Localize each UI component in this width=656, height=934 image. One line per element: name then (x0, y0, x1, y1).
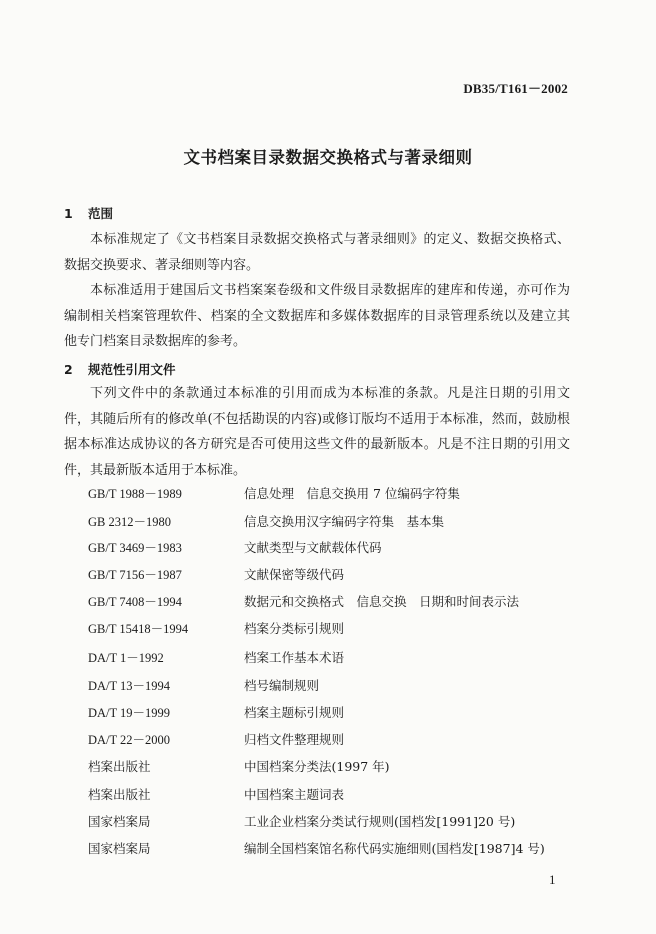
reference-title: 档案分类标引规则 (244, 621, 345, 636)
reference-code: GB/T 15418－1994 (88, 622, 189, 636)
reference-code: GB/T 7156－1987 (88, 568, 182, 582)
reference-code: DA/T 13－1994 (88, 679, 171, 693)
reference-code: DA/T 19－1999 (88, 706, 171, 720)
reference-code: DA/T 1－1992 (88, 651, 164, 665)
reference-title: 文献类型与文献载体代码 (244, 540, 382, 555)
section-1-heading (64, 204, 113, 222)
reference-title: 中国档案主题词表 (244, 787, 345, 802)
reference-code: GB/T 1988－1989 (88, 487, 182, 501)
section-1-number: 1 (64, 206, 73, 221)
section-2-paragraph-1: 下列文件中的条款通过本标准的引用而成为本标准的条款。凡是注日期的引用文件，其随后所有的修改单(不包括勘误的内容)或修订版均不适用于本标准，然而，鼓励根据本标准达成协议的各方研究是否可使用这些文件的最新版本。凡是不注日期的引用文件，其最新版本适用于本标准。 (64, 386, 570, 478)
reference-code: DA/T 22－2000 (88, 733, 171, 747)
reference-code: 档案出版社 (88, 787, 151, 802)
reference-title: 信息处理 信息交换用 7 位编码字符集 (244, 486, 460, 501)
reference-title: 归档文件整理规则 (244, 732, 345, 747)
reference-title: 中国档案分类法(1997 年) (244, 759, 390, 774)
section-1-paragraph-2: 本标准适用于建国后文书档案案卷级和文件级目录数据库的建库和传递，亦可作为编制相关档案管理软件、档案的全文数据库和多媒体数据库的目录管理系统以及建立其他专门档案目录数据库的参考。 (64, 283, 570, 349)
reference-code: GB/T 3469－1983 (88, 541, 182, 555)
section-1-title: 范围 (88, 206, 114, 221)
reference-title: 档案主题标引规则 (244, 705, 345, 720)
reference-title: 文献保密等级代码 (244, 567, 345, 582)
page-number: 1 (549, 872, 556, 887)
reference-title: 编制全国档案馆名称代码实施细则(国档发[1987]4 号) (244, 841, 545, 856)
section-2-number: 2 (64, 362, 73, 377)
reference-title: 信息交换用汉字编码字符集 基本集 (244, 514, 445, 529)
reference-title: 工业企业档案分类试行规则(国档发[1991]20 号) (244, 814, 516, 829)
document-title: 文书档案目录数据交换格式与著录细则 (183, 148, 473, 167)
reference-title: 档号编制规则 (244, 678, 320, 693)
reference-code: GB/T 7408－1994 (88, 595, 182, 609)
section-2-heading (64, 360, 176, 378)
reference-code: 档案出版社 (88, 759, 151, 774)
section-2-title: 规范性引用文件 (88, 362, 176, 377)
reference-title: 数据元和交换格式 信息交换 日期和时间表示法 (244, 594, 520, 609)
standard-code: DB35/T161－2002 (463, 81, 568, 96)
section-1-paragraph-1: 本标准规定了《文书档案目录数据交换格式与著录细则》的定义、数据交换格式、数据交换要求、著录细则等内容。 (64, 232, 570, 273)
reference-code: 国家档案局 (88, 814, 151, 829)
reference-code: 国家档案局 (88, 841, 151, 856)
reference-title: 档案工作基本术语 (244, 650, 345, 665)
reference-code: GB 2312－1980 (88, 515, 171, 529)
